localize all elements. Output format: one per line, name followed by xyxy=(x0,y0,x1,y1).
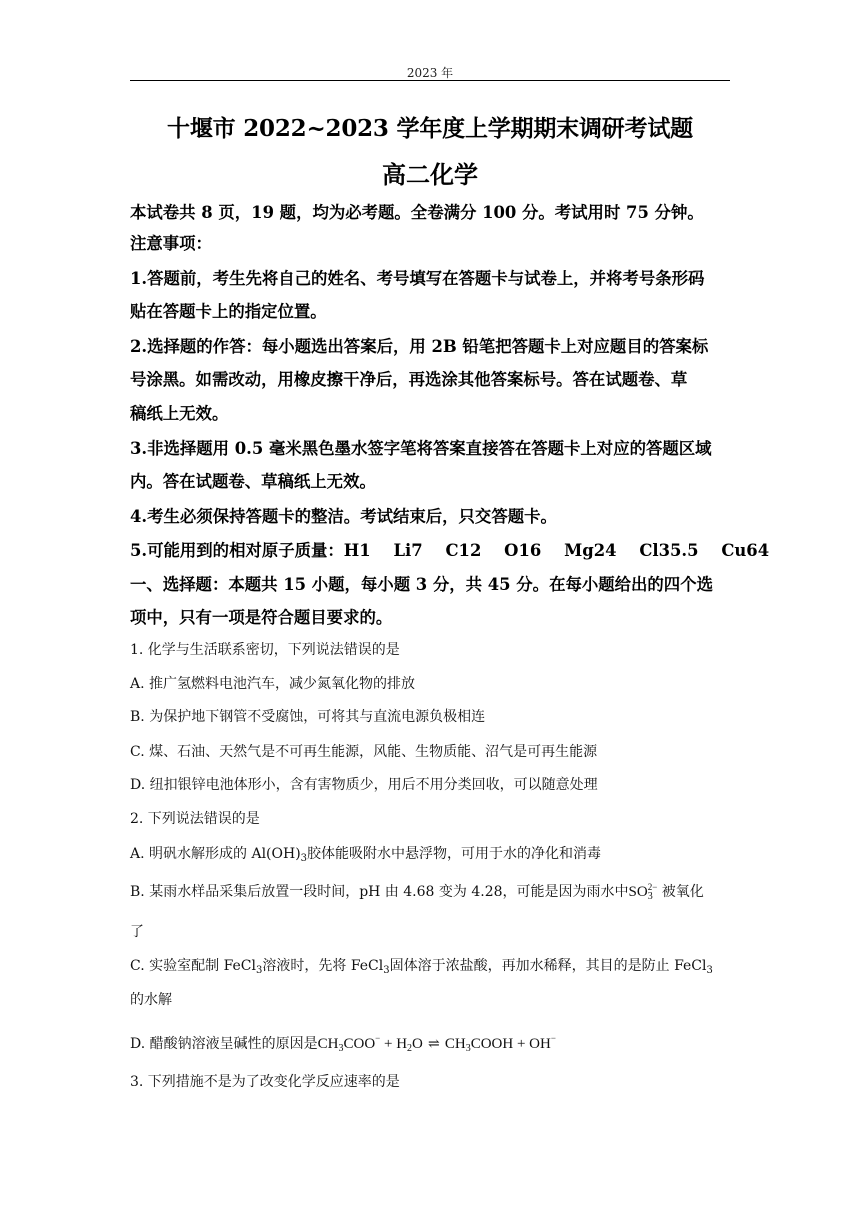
option-b-text-1: B. 某雨水样品采集后放置一段时间，pH 由 4.68 变为 4.28，可能是因为雨水中 xyxy=(130,884,629,900)
option-c-text-2: 溶液时，先将 FeCl xyxy=(262,958,384,974)
option-a-text-1: A. 明矾水解形成的 Al(OH) xyxy=(130,846,301,862)
eq-cooh-oh: COOH + OH xyxy=(470,1036,551,1052)
equilibrium-arrow-icon: ⇌ xyxy=(428,1037,440,1052)
note-5-atomic-masses: 5.可能用到的相对原子质量：H1 Li7 C12 O16 Mg24 Cl35.5 Cu64 xyxy=(130,541,770,560)
option-c-text-3: 固体溶于浓盐酸，再加水稀释，其目的是防止 FeCl xyxy=(389,958,707,974)
note-4: 4.考生必须保持答题卡的整洁。考试结束后，只交答题卡。 xyxy=(130,507,557,526)
note-2-line-2: 号涂黑。如需改动，用橡皮擦干净后，再选涂其他答案标号。答在试题卷、草 xyxy=(130,370,688,389)
option-c-subscript-3: 3 xyxy=(706,965,713,976)
sulfite-ion xyxy=(629,884,662,900)
option-c-subscript-1: 3 xyxy=(256,965,263,976)
question-2-option-c xyxy=(130,957,740,980)
eq-coo: COO xyxy=(343,1036,376,1052)
eq-o: O xyxy=(412,1036,423,1052)
question-1-option-b: B. 为保护地下钢管不受腐蚀，可将其与直流电源负极相连 xyxy=(130,709,486,725)
question-2-option-d xyxy=(130,1029,740,1058)
sulfite-indices xyxy=(647,882,662,902)
note-1-line-1: 1.答题前，考生先将自己的姓名、考号填写在答题卡与试卷上，并将考号条形码 xyxy=(130,269,705,288)
question-2-stem: 2. 下列说法错误的是 xyxy=(130,811,260,827)
question-2-option-a xyxy=(130,845,740,868)
eq-ch-2: CH xyxy=(444,1036,466,1052)
question-1-stem: 1. 化学与生活联系密切，下列说法错误的是 xyxy=(130,642,400,658)
question-1-option-c: C. 煤、石油、天然气是不可再生能源，风能、生物质能、沼气是可再生能源 xyxy=(130,744,598,760)
eq-sub-1: 3 xyxy=(338,1043,344,1054)
eq-sub-3: 3 xyxy=(465,1043,471,1054)
notes-heading: 注意事项： xyxy=(130,234,212,253)
section-1-line-1: 一、选择题：本题共 15 小题，每小题 3 分，共 45 分。在每小题给出的四个选 xyxy=(130,575,713,594)
option-a-text-2: 胶体能吸附水中悬浮物，可用于水的净化和消毒 xyxy=(307,846,602,862)
eq-sub-2: 2 xyxy=(407,1043,413,1054)
sulfite-charge: 2− xyxy=(647,882,658,892)
question-1-option-d: D. 纽扣银锌电池体形小，含有害物质少，用后不用分类回收，可以随意处理 xyxy=(130,777,598,793)
sulfite-symbol: SO xyxy=(628,884,648,900)
eq-plus-h: + H xyxy=(380,1036,408,1052)
option-d-text: D. 醋酸钠溶液呈碱性的原因是 xyxy=(130,1036,318,1052)
note-3-line-2: 内。答在试题卷、草稿纸上无效。 xyxy=(130,472,376,491)
option-a-subscript: 3 xyxy=(300,853,308,864)
option-c-text-1: C. 实验室配制 FeCl xyxy=(130,958,256,974)
sulfite-subscript: 3 xyxy=(647,891,653,902)
note-2-line-1: 2.选择题的作答：每小题选出答案后，用 2B 铅笔把答题卡上对应题目的答案标 xyxy=(130,337,709,356)
header-rule xyxy=(130,80,730,81)
option-c-subscript-2: 3 xyxy=(383,965,390,976)
exam-title: 十堰市 2022~2023 学年度上学期期末调研考试题 xyxy=(167,115,693,142)
question-2-option-b xyxy=(130,883,740,901)
subject-title: 高二化学 xyxy=(382,160,478,189)
note-2-line-3: 稿纸上无效。 xyxy=(130,404,229,423)
acetate-hydrolysis-equation xyxy=(317,1033,556,1054)
eq-ch: CH xyxy=(317,1036,339,1052)
note-1-line-2: 贴在答题卡上的指定位置。 xyxy=(130,302,327,321)
header-year: 2023 年 xyxy=(406,66,454,80)
note-3-line-1: 3.非选择题用 0.5 毫米黑色墨水签字笔将答案直接答在答题卡上对应的答题区域 xyxy=(130,439,712,458)
question-2-option-b-line-2: 了 xyxy=(130,924,144,940)
question-1-option-a: A. 推广氢燃料电池汽车，减少氮氧化物的排放 xyxy=(130,676,416,692)
eq-charge-2: − xyxy=(550,1033,556,1043)
section-1-line-2: 项中，只有一项是符合题目要求的。 xyxy=(130,608,393,627)
eq-charge-1: − xyxy=(375,1033,381,1043)
question-2-option-c-line-2: 的水解 xyxy=(130,992,172,1008)
intro-text: 本试卷共 8 页，19 题，均为必考题。全卷满分 100 分。考试用时 75 分钟。 xyxy=(130,203,704,222)
question-3-stem: 3. 下列措施不是为了改变化学反应速率的是 xyxy=(130,1074,400,1090)
option-b-text-2: 被氧化 xyxy=(661,884,704,900)
